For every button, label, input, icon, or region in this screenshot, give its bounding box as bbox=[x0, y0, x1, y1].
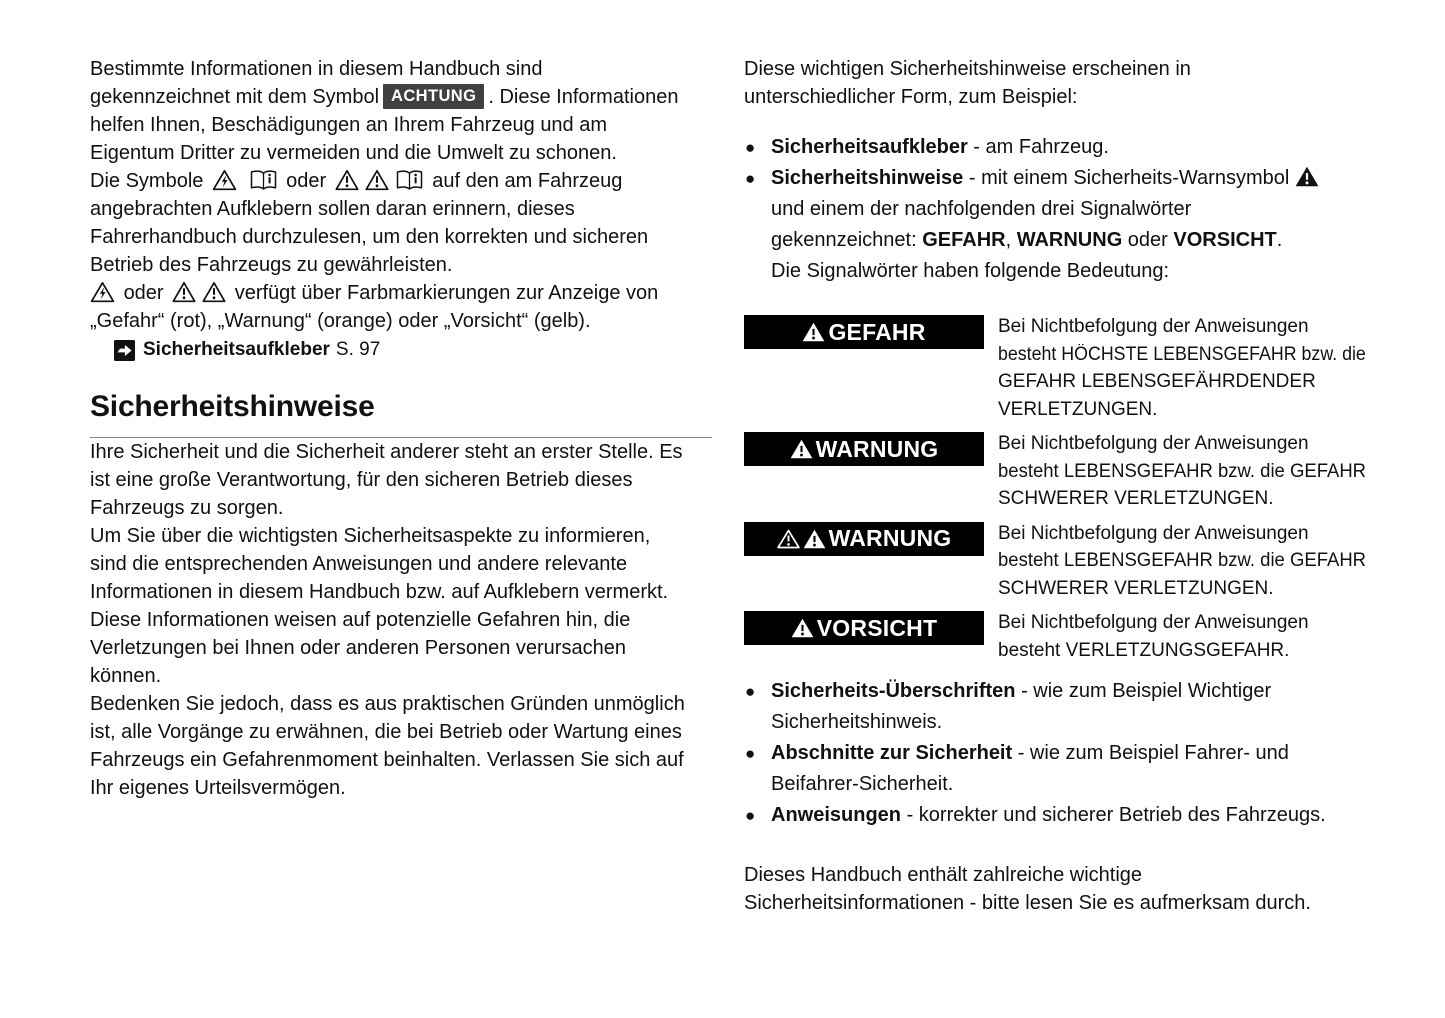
warning-triangle-white-icon bbox=[803, 529, 826, 549]
warnung-label-box bbox=[744, 432, 984, 466]
text-line bbox=[90, 279, 712, 307]
text-line: angebrachten Aufklebern sollen daran erinnern, dieses bbox=[90, 198, 575, 220]
electrical-hazard-triangle-icon bbox=[212, 169, 237, 191]
gefahr-label-box bbox=[744, 315, 984, 349]
text-line bbox=[771, 132, 1366, 163]
paragraph-achtung-info bbox=[90, 55, 712, 167]
text-segment: oder bbox=[1122, 229, 1174, 251]
text-line: Um Sie über die wichtigsten Sicherheitsaspekte zu informieren, bbox=[90, 525, 651, 547]
signal-word: VORSICHT bbox=[1173, 229, 1277, 251]
warning-triangle-outline-white-icon bbox=[777, 529, 800, 549]
text-line bbox=[771, 676, 1366, 707]
signal-description bbox=[998, 609, 1366, 664]
text-line: helfen Ihnen, Beschädigungen an Ihrem Fahrzeug und am bbox=[90, 114, 608, 136]
text-segment: - korrekter und sicherer Betrieb des Fahrzeugs. bbox=[901, 804, 1326, 826]
electrical-hazard-triangle-icon bbox=[90, 281, 115, 303]
bullet-list-top bbox=[744, 132, 1366, 287]
bullet-icon: ● bbox=[745, 744, 756, 763]
paragraph-symbols bbox=[90, 167, 712, 279]
text-line: Bedenken Sie jedoch, dass es aus praktischen Gründen unmöglich bbox=[90, 693, 685, 715]
text-line: Eigentum Dritter zu vermeiden und die Umwelt zu schonen. bbox=[90, 142, 617, 164]
section-heading: Sicherheitshinweise bbox=[90, 390, 375, 423]
text-line: Ihr eigenes Urteilsvermögen. bbox=[90, 777, 346, 799]
reference-label: Sicherheitsaufkleber bbox=[143, 339, 330, 360]
text-line bbox=[771, 225, 1366, 256]
warning-triangle-outline-icon bbox=[202, 281, 226, 303]
list-item-anweisungen bbox=[744, 800, 1366, 831]
text-line: Dieses Handbuch enthält zahlreiche wichtige bbox=[744, 864, 1143, 886]
text-line: Fahrerhandbuch durchzulesen, um den korrekten und sicheren bbox=[90, 226, 649, 248]
text-line: Bestimmte Informationen in diesem Handbuch sind bbox=[90, 58, 543, 80]
warning-triangle-white-icon bbox=[790, 439, 813, 459]
text-line: SCHWERER VERLETZUNGEN. bbox=[998, 488, 1274, 509]
warning-triangle-white-icon bbox=[791, 618, 814, 638]
read-manual-book-icon bbox=[249, 169, 278, 191]
warning-triangle-white-icon bbox=[802, 322, 825, 342]
paragraph-own-judgement bbox=[90, 690, 712, 802]
text-segment: Sicherheits-Überschriften bbox=[771, 680, 1016, 702]
text-segment: verfügt über Farbmarkierungen zur Anzeige von bbox=[234, 282, 659, 304]
text-line: ist eine große Verantwortung, für den sicheren Betrieb dieses bbox=[90, 469, 633, 491]
text-line bbox=[771, 800, 1366, 831]
text-segment: gekennzeichnet mit dem Symbol bbox=[90, 86, 380, 108]
text-line bbox=[90, 83, 712, 111]
text-segment: - wie zum Beispiel Wichtiger bbox=[1015, 680, 1272, 702]
list-item-hinweise bbox=[744, 163, 1366, 287]
text-line: Ihre Sicherheit und die Sicherheit anderer steht an erster Stelle. Es bbox=[90, 441, 683, 463]
warning-triangle-outline-icon bbox=[335, 169, 359, 191]
text-line: und einem der nachfolgenden drei Signalwörter bbox=[771, 198, 1192, 220]
warning-triangle-outline-icon bbox=[365, 169, 389, 191]
signal-description bbox=[998, 430, 1366, 513]
bullet-icon: ● bbox=[745, 138, 756, 157]
signal-word-label: WARNUNG bbox=[815, 435, 939, 462]
text-line: Fahrzeugs ein Gefahrenmoment beinhalten. Verlassen Sie sich auf bbox=[90, 749, 684, 771]
text-line: GEFAHR LEBENSGEFÄHRDENDER bbox=[998, 371, 1316, 392]
text-line: Informationen in diesem Handbuch bzw. auf Aufklebern vermerkt. bbox=[90, 581, 669, 603]
see-also-reference bbox=[114, 339, 712, 361]
text-line: Diese wichtigen Sicherheitshinweise erscheinen in bbox=[744, 58, 1191, 80]
list-item-aufkleber bbox=[744, 132, 1366, 163]
signal-word-label: VORSICHT bbox=[816, 614, 938, 641]
text-line: SCHWERER VERLETZUNGEN. bbox=[998, 577, 1274, 599]
signal-word: WARNUNG bbox=[1016, 229, 1123, 251]
bullet-list-bottom bbox=[744, 676, 1366, 831]
bullet-icon: ● bbox=[745, 682, 756, 701]
right-column bbox=[744, 55, 1366, 937]
signal-word-label: WARNUNG bbox=[828, 525, 952, 551]
text-line: Bei Nichtbefolgung der Anweisungen bbox=[998, 316, 1309, 337]
signal-row-double-warnung bbox=[744, 520, 1366, 603]
paragraph-safety-aspects bbox=[90, 522, 712, 690]
text-segment: Abschnitte zur Sicherheit bbox=[771, 742, 1013, 764]
text-line: Betrieb des Fahrzeugs zu gewährleisten. bbox=[90, 254, 453, 276]
vorsicht-label-box bbox=[744, 611, 984, 645]
text-line bbox=[90, 167, 712, 195]
text-segment: auf den am Fahrzeug bbox=[432, 170, 623, 192]
text-line: ist, alle Vorgänge zu erwähnen, die bei Betrieb oder Wartung eines bbox=[90, 721, 682, 743]
text-line: besteht VERLETZUNGSGEFAHR. bbox=[998, 639, 1290, 661]
text-line: Verletzungen bei Ihnen oder anderen Personen verursachen bbox=[90, 637, 626, 659]
text-segment: - wie zum Beispiel Fahrer- und bbox=[1012, 742, 1289, 764]
paragraph-intro bbox=[744, 55, 1366, 111]
text-segment: , bbox=[1005, 229, 1017, 251]
text-line: unterschiedlicher Form, zum Beispiel: bbox=[744, 86, 1078, 108]
text-segment: oder bbox=[286, 170, 327, 192]
signal-description bbox=[998, 520, 1366, 603]
text-segment: . Diese Informationen bbox=[488, 86, 679, 108]
text-segment: Die Symbole bbox=[90, 170, 204, 192]
text-segment: - am Fahrzeug. bbox=[967, 136, 1109, 158]
text-line: Sicherheitshinweis. bbox=[771, 711, 943, 733]
text-line: Bei Nichtbefolgung der Anweisungen bbox=[998, 522, 1309, 544]
signal-row-warnung bbox=[744, 430, 1366, 513]
text-segment: Anweisungen bbox=[771, 804, 902, 826]
paragraph-color-markings bbox=[90, 279, 712, 335]
signal-row-vorsicht bbox=[744, 609, 1366, 664]
double-warnung-label-box bbox=[744, 522, 984, 556]
text-line: „Gefahr“ (rot), „Warnung“ (orange) oder „Vorsicht“ (gelb). bbox=[90, 310, 591, 332]
text-line: Die Signalwörter haben folgende Bedeutung: bbox=[771, 260, 1170, 282]
text-line: besteht HÖCHSTE LEBENSGEFAHR bzw. die bbox=[998, 343, 1366, 365]
list-item-abschnitte bbox=[744, 738, 1366, 800]
text-line: Diese Informationen weisen auf potenzielle Gefahren hin, die bbox=[90, 609, 631, 631]
signal-row-gefahr bbox=[744, 313, 1366, 423]
warning-triangle-filled-icon bbox=[1295, 166, 1319, 187]
paragraph-outro bbox=[744, 861, 1366, 917]
text-line: Fahrzeugs zu sorgen. bbox=[90, 497, 284, 519]
text-line: können. bbox=[90, 665, 162, 687]
text-segment: oder bbox=[123, 282, 164, 304]
text-line: Sicherheitsinformationen - bitte lesen Sie es aufmerksam durch. bbox=[744, 892, 1311, 914]
left-column bbox=[90, 55, 712, 802]
text-segment: Sicherheitsaufkleber bbox=[771, 136, 968, 158]
see-also-arrow-icon bbox=[114, 340, 135, 361]
paragraph-your-safety bbox=[90, 438, 712, 522]
signal-word-table bbox=[744, 313, 1366, 664]
text-segment: . bbox=[1276, 229, 1283, 251]
text-line: VERLETZUNGEN. bbox=[998, 398, 1158, 420]
text-line: besteht LEBENSGEFAHR bzw. die GEFAHR bbox=[998, 550, 1367, 571]
signal-description bbox=[998, 313, 1366, 423]
text-segment: gekennzeichnet: bbox=[771, 229, 923, 251]
signal-word: GEFAHR bbox=[922, 229, 1006, 251]
text-line: Beifahrer-Sicherheit. bbox=[771, 773, 954, 795]
bullet-icon: ● bbox=[745, 169, 756, 188]
text-line bbox=[771, 163, 1366, 194]
text-line: Bei Nichtbefolgung der Anweisungen bbox=[998, 433, 1309, 454]
achtung-badge: ACHTUNG bbox=[383, 84, 484, 109]
text-segment: Sicherheitshinweise bbox=[771, 167, 964, 189]
text-line: sind die entsprechenden Anweisungen und andere relevante bbox=[90, 553, 628, 575]
warning-triangle-outline-icon bbox=[172, 281, 196, 303]
text-segment: - mit einem Sicherheits-Warnsymbol bbox=[963, 167, 1290, 189]
text-line: besteht LEBENSGEFAHR bzw. die GEFAHR bbox=[998, 460, 1367, 482]
bullet-icon: ● bbox=[745, 806, 756, 825]
text-line: Bei Nichtbefolgung der Anweisungen bbox=[998, 612, 1309, 633]
reference-page: S. 97 bbox=[335, 339, 381, 360]
text-line bbox=[771, 738, 1366, 769]
signal-word-label: GEFAHR bbox=[828, 318, 926, 345]
list-item-ueberschriften bbox=[744, 676, 1366, 738]
read-manual-book-icon bbox=[395, 169, 424, 191]
